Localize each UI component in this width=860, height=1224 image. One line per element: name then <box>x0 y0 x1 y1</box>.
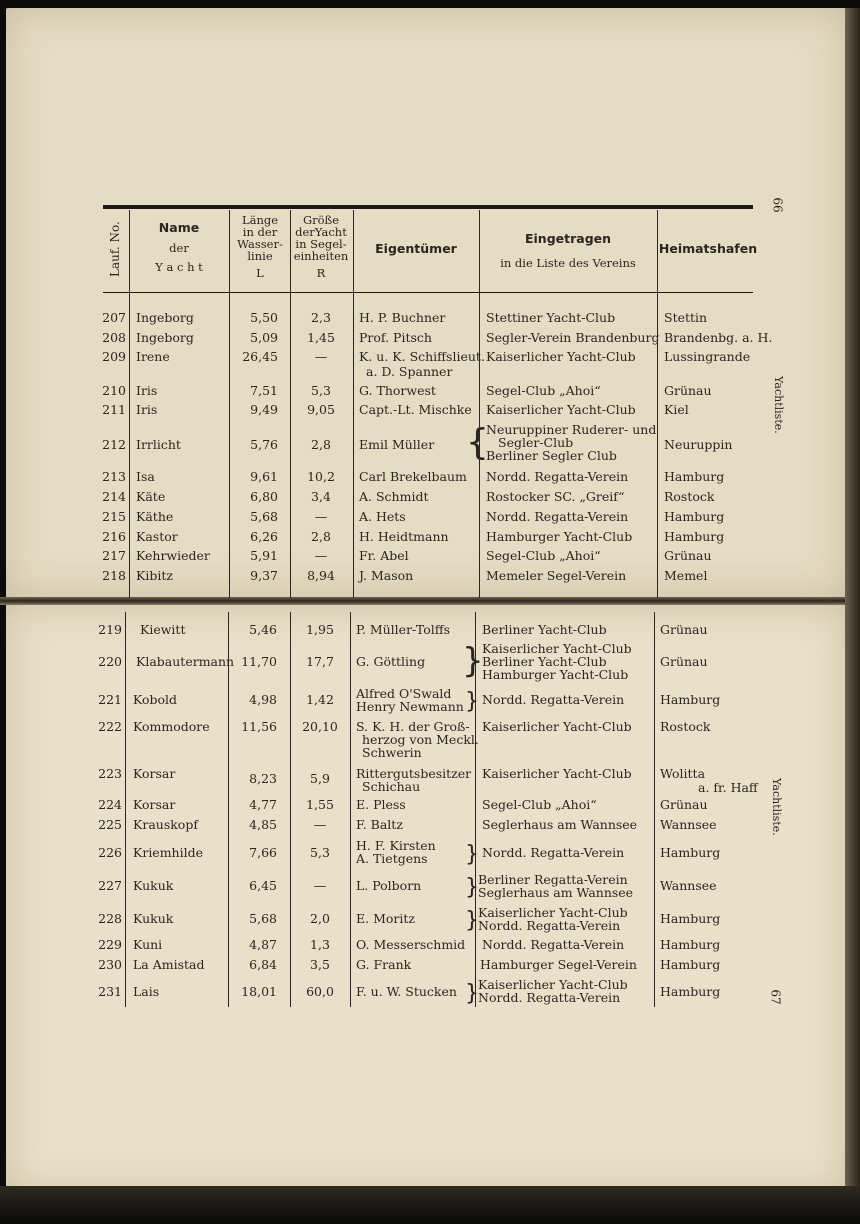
col-rule <box>479 210 480 598</box>
brace: } <box>465 875 479 900</box>
col-rule <box>228 612 229 1007</box>
header-eigentuemer: Eigentümer <box>375 241 457 256</box>
col-rule <box>229 210 230 598</box>
page-number-bottom: 67 <box>768 989 783 1005</box>
brace: } <box>465 908 479 933</box>
side-label-bottom: Yachtliste. <box>770 778 783 836</box>
col-rule <box>290 210 291 598</box>
col-rule <box>654 612 655 1007</box>
col-rule <box>290 612 291 1007</box>
col-rule <box>129 210 130 598</box>
book-gutter <box>0 597 860 605</box>
brace: { <box>466 422 489 463</box>
brace: } <box>462 641 484 681</box>
header-bottom-rule <box>103 292 753 293</box>
book-bottom-edge <box>0 1186 860 1224</box>
col-rule <box>353 210 354 598</box>
header-heimatshafen: Heimatshafen <box>658 241 758 256</box>
page-edge <box>845 8 860 1198</box>
brace: } <box>465 981 479 1006</box>
brace: } <box>465 842 479 867</box>
side-label-top: Yachtliste. <box>772 376 785 434</box>
col-rule <box>350 612 351 1007</box>
header-top-rule <box>103 205 753 209</box>
page-number-top: 66 <box>770 197 785 213</box>
header-lauf-no: Lauf. No. <box>108 221 122 277</box>
col-rule <box>125 612 126 1007</box>
col-rule <box>657 210 658 598</box>
brace: } <box>465 689 479 714</box>
